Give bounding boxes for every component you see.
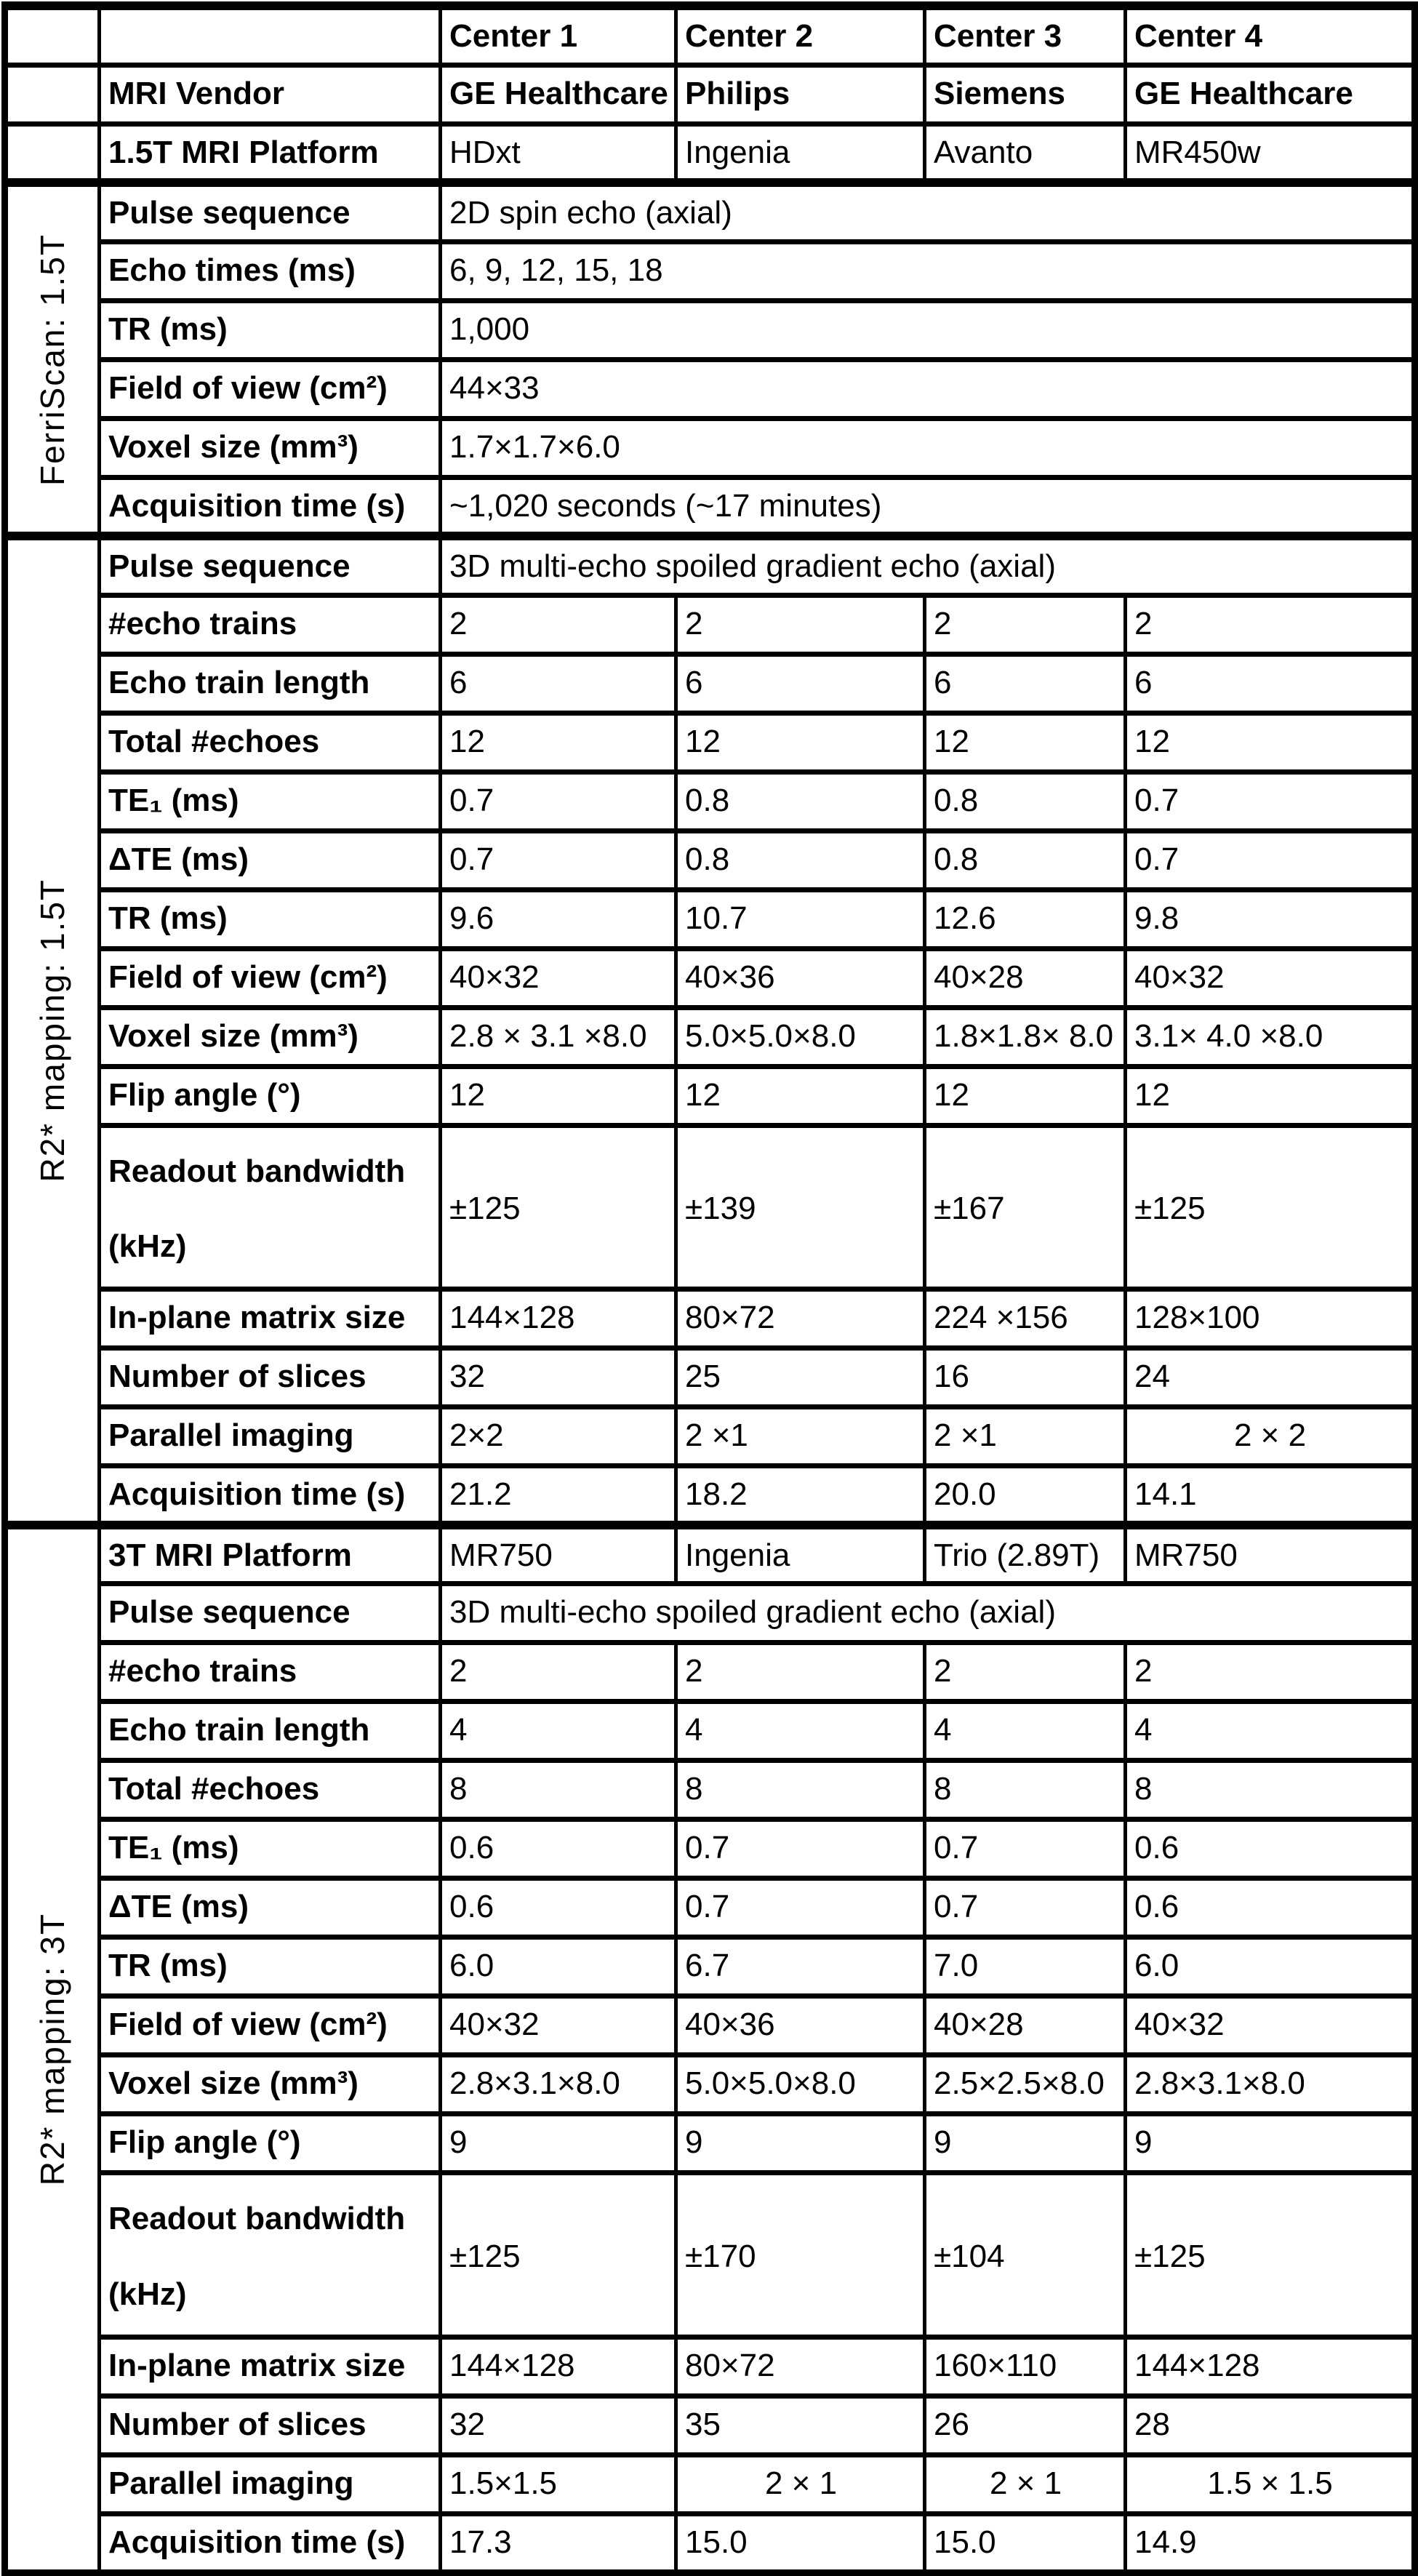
value-cell: 160×110 — [925, 2337, 1126, 2396]
table-row — [5, 536, 1415, 595]
value-cell: 0.8 — [925, 772, 1126, 831]
value-cell: 9 — [676, 2114, 925, 2173]
value-cell: 2.8×3.1×8.0 — [441, 2055, 676, 2114]
value-cell: 0.6 — [1126, 1820, 1415, 1879]
value-cell: Philips — [676, 65, 925, 124]
table-row — [5, 183, 1415, 241]
scan-parameters-table — [1, 1, 1418, 2576]
section-label-r2-mapping-15t: R2* mapping: 1.5T — [33, 879, 72, 1183]
value-cell: 1.5×1.5 — [441, 2455, 676, 2514]
value-cell: ±125 — [441, 2173, 676, 2337]
row-label: Voxel size (mm³) — [100, 1007, 441, 1066]
section-cell-r2-mapping-15t — [5, 536, 100, 1525]
row-label: Echo times (ms) — [100, 241, 441, 300]
value-cell: 32 — [441, 1348, 676, 1407]
row-label: In-plane matrix size — [100, 1289, 441, 1348]
value-cell: ±125 — [1126, 1125, 1415, 1289]
value-cell: 9.6 — [441, 889, 676, 948]
value-cell: ±104 — [925, 2173, 1126, 2337]
value-cell: MR750 — [1126, 1525, 1415, 1584]
value-cell: 6 — [441, 654, 676, 713]
value-cell: 2 × 1 — [925, 2455, 1126, 2514]
row-label: Acquisition time (s) — [100, 1466, 441, 1525]
value-cell: HDxt — [441, 124, 676, 183]
column-header-center-2: Center 2 — [676, 6, 925, 65]
value-cell: 2 — [925, 595, 1126, 654]
value-cell: 12 — [925, 713, 1126, 772]
value-cell: 0.7 — [676, 1879, 925, 1937]
value-cell: 12 — [676, 713, 925, 772]
table-body — [5, 6, 1415, 2573]
value-cell: 12 — [441, 713, 676, 772]
table-row — [5, 1525, 1415, 1584]
table-row — [5, 889, 1415, 948]
row-label: 3T MRI Platform — [100, 1525, 441, 1584]
value-cell: 9 — [441, 2114, 676, 2173]
column-header-center-1: Center 1 — [441, 6, 676, 65]
value-cell: 9 — [925, 2114, 1126, 2173]
header-row — [5, 65, 1415, 124]
value-cell: GE Healthcare — [441, 65, 676, 124]
table-row — [5, 1643, 1415, 1702]
table-row — [5, 1937, 1415, 1996]
value-cell: 14.1 — [1126, 1466, 1415, 1525]
table-row — [5, 2514, 1415, 2573]
value-cell: 4 — [676, 1702, 925, 1761]
row-label: Field of view (cm²) — [100, 948, 441, 1007]
value-cell: 2 — [441, 595, 676, 654]
corner-cell — [100, 6, 441, 65]
table-row — [5, 1879, 1415, 1937]
value-cell: 0.7 — [676, 1820, 925, 1879]
value-cell: 24 — [1126, 1348, 1415, 1407]
table-row — [5, 772, 1415, 831]
row-label: Total #echoes — [100, 713, 441, 772]
table-row — [5, 1996, 1415, 2055]
value-cell: 12 — [441, 1066, 676, 1125]
column-header-center-4: Center 4 — [1126, 6, 1415, 65]
section-cell-ferriscan-15t — [5, 183, 100, 536]
value-cell: ±125 — [441, 1125, 676, 1289]
value-cell: Siemens — [925, 65, 1126, 124]
value-cell: 17.3 — [441, 2514, 676, 2573]
table-row — [5, 713, 1415, 772]
value-cell: 1.8×1.8× 8.0 — [925, 1007, 1126, 1066]
value-cell: 2.8 × 3.1 ×8.0 — [441, 1007, 676, 1066]
value-cell: 4 — [441, 1702, 676, 1761]
table-row — [5, 1761, 1415, 1820]
row-label: Field of view (cm²) — [100, 359, 441, 418]
table-row — [5, 2114, 1415, 2173]
value-cell: 8 — [676, 1761, 925, 1820]
table-row — [5, 2396, 1415, 2455]
value-cell: 15.0 — [676, 2514, 925, 2573]
row-label: 1.5T MRI Platform — [100, 124, 441, 183]
value-cell: 0.7 — [441, 831, 676, 889]
value-cell: 9 — [1126, 2114, 1415, 2173]
value-cell: 10.7 — [676, 889, 925, 948]
table-row — [5, 2173, 1415, 2337]
row-label: Field of view (cm²) — [100, 1996, 441, 2055]
corner-cell — [5, 65, 100, 124]
value-cell: 6.0 — [1126, 1937, 1415, 1996]
value-cell-span: 1.7×1.7×6.0 — [441, 418, 1415, 477]
value-cell: 40×36 — [676, 948, 925, 1007]
value-cell: 12 — [925, 1066, 1126, 1125]
value-cell: 0.6 — [1126, 1879, 1415, 1937]
value-cell: 2 — [1126, 1643, 1415, 1702]
row-label: Acquisition time (s) — [100, 2514, 441, 2573]
row-label: Readout bandwidth (kHz) — [100, 1125, 441, 1289]
value-cell: 18.2 — [676, 1466, 925, 1525]
value-cell: 32 — [441, 2396, 676, 2455]
value-cell: 40×28 — [925, 1996, 1126, 2055]
table-row — [5, 1820, 1415, 1879]
value-cell: Trio (2.89T) — [925, 1525, 1126, 1584]
value-cell: 224 ×156 — [925, 1289, 1126, 1348]
row-label: Flip angle (°) — [100, 1066, 441, 1125]
value-cell-span: 44×33 — [441, 359, 1415, 418]
section-label-r2-mapping-3t: R2* mapping: 3T — [33, 1913, 72, 2186]
row-label: TR (ms) — [100, 300, 441, 359]
value-cell: 28 — [1126, 2396, 1415, 2455]
row-label: Number of slices — [100, 2396, 441, 2455]
row-label: Acquisition time (s) — [100, 477, 441, 536]
row-label: Number of slices — [100, 1348, 441, 1407]
row-label: Pulse sequence — [100, 183, 441, 241]
value-cell: Ingenia — [676, 124, 925, 183]
value-cell: 14.9 — [1126, 2514, 1415, 2573]
value-cell: 2 × 1 — [676, 2455, 925, 2514]
value-cell: 128×100 — [1126, 1289, 1415, 1348]
value-cell: 80×72 — [676, 1289, 925, 1348]
corner-cell — [5, 6, 100, 65]
table-row — [5, 1007, 1415, 1066]
table-row — [5, 1407, 1415, 1466]
value-cell: 26 — [925, 2396, 1126, 2455]
value-cell: 16 — [925, 1348, 1126, 1407]
table-row — [5, 1125, 1415, 1289]
value-cell: 9.8 — [1126, 889, 1415, 948]
value-cell: 0.7 — [441, 772, 676, 831]
value-cell: 144×128 — [1126, 2337, 1415, 2396]
row-label: TR (ms) — [100, 889, 441, 948]
value-cell: 2.8×3.1×8.0 — [1126, 2055, 1415, 2114]
row-label: Parallel imaging — [100, 2455, 441, 2514]
table-row — [5, 948, 1415, 1007]
value-cell: 4 — [925, 1702, 1126, 1761]
table-row — [5, 2337, 1415, 2396]
value-cell: 0.6 — [441, 1879, 676, 1937]
value-cell: 12 — [1126, 1066, 1415, 1125]
row-label: In-plane matrix size — [100, 2337, 441, 2396]
table-row — [5, 1584, 1415, 1643]
corner-cell — [5, 124, 100, 183]
section-label-ferriscan-15t: FerriScan: 1.5T — [33, 233, 72, 486]
table-row — [5, 1348, 1415, 1407]
value-cell: 5.0×5.0×8.0 — [676, 1007, 925, 1066]
value-cell: MR450w — [1126, 124, 1415, 183]
value-cell: 0.8 — [925, 831, 1126, 889]
table-row — [5, 831, 1415, 889]
table-row — [5, 1466, 1415, 1525]
row-label: TE₁ (ms) — [100, 772, 441, 831]
value-cell: MR750 — [441, 1525, 676, 1584]
table-row — [5, 1066, 1415, 1125]
value-cell: 6 — [1126, 654, 1415, 713]
row-label: Readout bandwidth (kHz) — [100, 2173, 441, 2337]
value-cell: 12.6 — [925, 889, 1126, 948]
value-cell: 2×2 — [441, 1407, 676, 1466]
row-label: Parallel imaging — [100, 1407, 441, 1466]
value-cell: 80×72 — [676, 2337, 925, 2396]
value-cell: 12 — [1126, 713, 1415, 772]
value-cell: 4 — [1126, 1702, 1415, 1761]
value-cell: 144×128 — [441, 2337, 676, 2396]
table-row — [5, 477, 1415, 536]
table-row — [5, 654, 1415, 713]
header-row — [5, 124, 1415, 183]
row-label: Pulse sequence — [100, 1584, 441, 1643]
value-cell: 6 — [925, 654, 1126, 713]
value-cell: 15.0 — [925, 2514, 1126, 2573]
row-label: ΔTE (ms) — [100, 831, 441, 889]
row-label: TR (ms) — [100, 1937, 441, 1996]
column-header-center-3: Center 3 — [925, 6, 1126, 65]
value-cell: 5.0×5.0×8.0 — [676, 2055, 925, 2114]
row-label: Echo train length — [100, 1702, 441, 1761]
value-cell: 8 — [1126, 1761, 1415, 1820]
row-label: #echo trains — [100, 1643, 441, 1702]
value-cell: 144×128 — [441, 1289, 676, 1348]
value-cell: 6 — [676, 654, 925, 713]
value-cell: 8 — [441, 1761, 676, 1820]
row-label: Pulse sequence — [100, 536, 441, 595]
value-cell: 0.7 — [925, 1879, 1126, 1937]
value-cell: 2 — [1126, 595, 1415, 654]
value-cell: 0.6 — [441, 1820, 676, 1879]
row-label: #echo trains — [100, 595, 441, 654]
value-cell: 25 — [676, 1348, 925, 1407]
value-cell: 40×32 — [1126, 1996, 1415, 2055]
value-cell: 8 — [925, 1761, 1126, 1820]
value-cell: GE Healthcare — [1126, 65, 1415, 124]
value-cell: 2 ×1 — [925, 1407, 1126, 1466]
value-cell: 2 — [441, 1643, 676, 1702]
value-cell: 40×32 — [441, 1996, 676, 2055]
row-label: Echo train length — [100, 654, 441, 713]
row-label: Total #echoes — [100, 1761, 441, 1820]
row-label: Voxel size (mm³) — [100, 418, 441, 477]
row-label: Flip angle (°) — [100, 2114, 441, 2173]
value-cell: 2 — [676, 595, 925, 654]
value-cell-span: 3D multi-echo spoiled gradient echo (axial) — [441, 536, 1415, 595]
table-row — [5, 1289, 1415, 1348]
value-cell: 40×36 — [676, 1996, 925, 2055]
table-row — [5, 1702, 1415, 1761]
value-cell: 6.7 — [676, 1937, 925, 1996]
value-cell: 20.0 — [925, 1466, 1126, 1525]
value-cell-span: 3D multi-echo spoiled gradient echo (axial) — [441, 1584, 1415, 1643]
table-row — [5, 359, 1415, 418]
value-cell: 2.5×2.5×8.0 — [925, 2055, 1126, 2114]
value-cell: 1.5 × 1.5 — [1126, 2455, 1415, 2514]
value-cell: 40×28 — [925, 948, 1126, 1007]
row-label: TE₁ (ms) — [100, 1820, 441, 1879]
value-cell: 40×32 — [1126, 948, 1415, 1007]
value-cell: 40×32 — [441, 948, 676, 1007]
value-cell: 2 ×1 — [676, 1407, 925, 1466]
value-cell: 2 — [676, 1643, 925, 1702]
row-label: MRI Vendor — [100, 65, 441, 124]
table-row — [5, 2455, 1415, 2514]
value-cell-span: 2D spin echo (axial) — [441, 183, 1415, 241]
value-cell-span: 6, 9, 12, 15, 18 — [441, 241, 1415, 300]
value-cell: 7.0 — [925, 1937, 1126, 1996]
value-cell: 21.2 — [441, 1466, 676, 1525]
table-row — [5, 2055, 1415, 2114]
value-cell: 3.1× 4.0 ×8.0 — [1126, 1007, 1415, 1066]
value-cell: ±170 — [676, 2173, 925, 2337]
value-cell: 0.8 — [676, 831, 925, 889]
value-cell: 0.7 — [925, 1820, 1126, 1879]
value-cell: ±125 — [1126, 2173, 1415, 2337]
table-row — [5, 300, 1415, 359]
table-row — [5, 241, 1415, 300]
value-cell: ±139 — [676, 1125, 925, 1289]
value-cell: 2 × 2 — [1126, 1407, 1415, 1466]
value-cell-span: ~1,020 seconds (~17 minutes) — [441, 477, 1415, 536]
value-cell: ±167 — [925, 1125, 1126, 1289]
table-row — [5, 418, 1415, 477]
value-cell: 0.7 — [1126, 831, 1415, 889]
value-cell: 35 — [676, 2396, 925, 2455]
row-label: ΔTE (ms) — [100, 1879, 441, 1937]
value-cell: 0.7 — [1126, 772, 1415, 831]
value-cell: 12 — [676, 1066, 925, 1125]
value-cell: 2 — [925, 1643, 1126, 1702]
table-row — [5, 595, 1415, 654]
value-cell: 6.0 — [441, 1937, 676, 1996]
value-cell: Ingenia — [676, 1525, 925, 1584]
value-cell: 0.8 — [676, 772, 925, 831]
header-row-centers — [5, 6, 1415, 65]
row-label: Voxel size (mm³) — [100, 2055, 441, 2114]
value-cell: Avanto — [925, 124, 1126, 183]
value-cell-span: 1,000 — [441, 300, 1415, 359]
section-cell-r2-mapping-3t — [5, 1525, 100, 2573]
